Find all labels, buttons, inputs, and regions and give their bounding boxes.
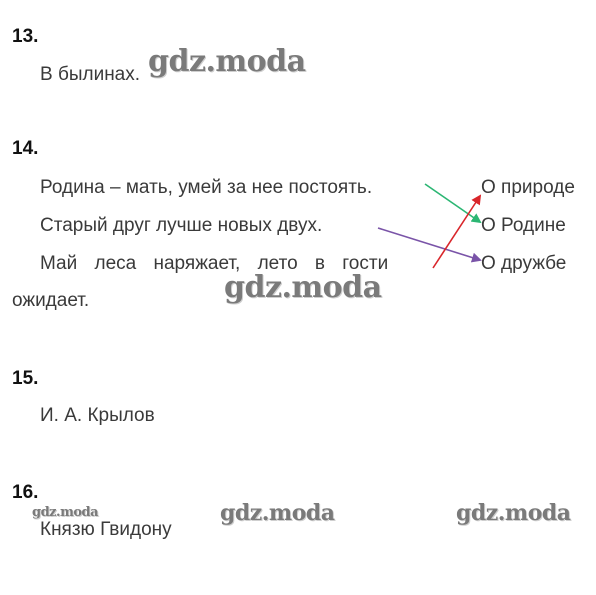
topic-motherland: О Родине [481, 215, 566, 236]
proverb-3-line-2: ожидает. [12, 290, 90, 311]
arrow-friendship [378, 228, 480, 260]
watermark-logo: gdz.moda [220, 500, 335, 526]
task-16-number: 16. [12, 482, 39, 503]
task-13-answer: В былинах. [40, 64, 141, 85]
watermark-logo: gdz.moda [456, 500, 571, 526]
watermark-logo: gdz.moda [148, 44, 306, 79]
topic-nature: О природе [481, 177, 575, 198]
proverb-3-line-1: Май леса наряжает, лето в гости [40, 253, 389, 274]
arrow-motherland [425, 184, 480, 222]
watermark-logo: gdz.moda [224, 270, 382, 305]
task-16-answer: Князю Гвидону [40, 519, 172, 540]
task-15-number: 15. [12, 368, 39, 389]
topic-friendship: О дружбе [481, 253, 567, 274]
proverb-1: Родина – мать, умей за нее постоять. [40, 177, 373, 198]
proverb-2: Старый друг лучше новых двух. [40, 215, 323, 236]
task-15-answer: И. А. Крылов [40, 405, 155, 426]
watermark-logo: gdz.moda [32, 505, 99, 520]
task-14-number: 14. [12, 138, 39, 159]
task-13-number: 13. [12, 26, 39, 47]
